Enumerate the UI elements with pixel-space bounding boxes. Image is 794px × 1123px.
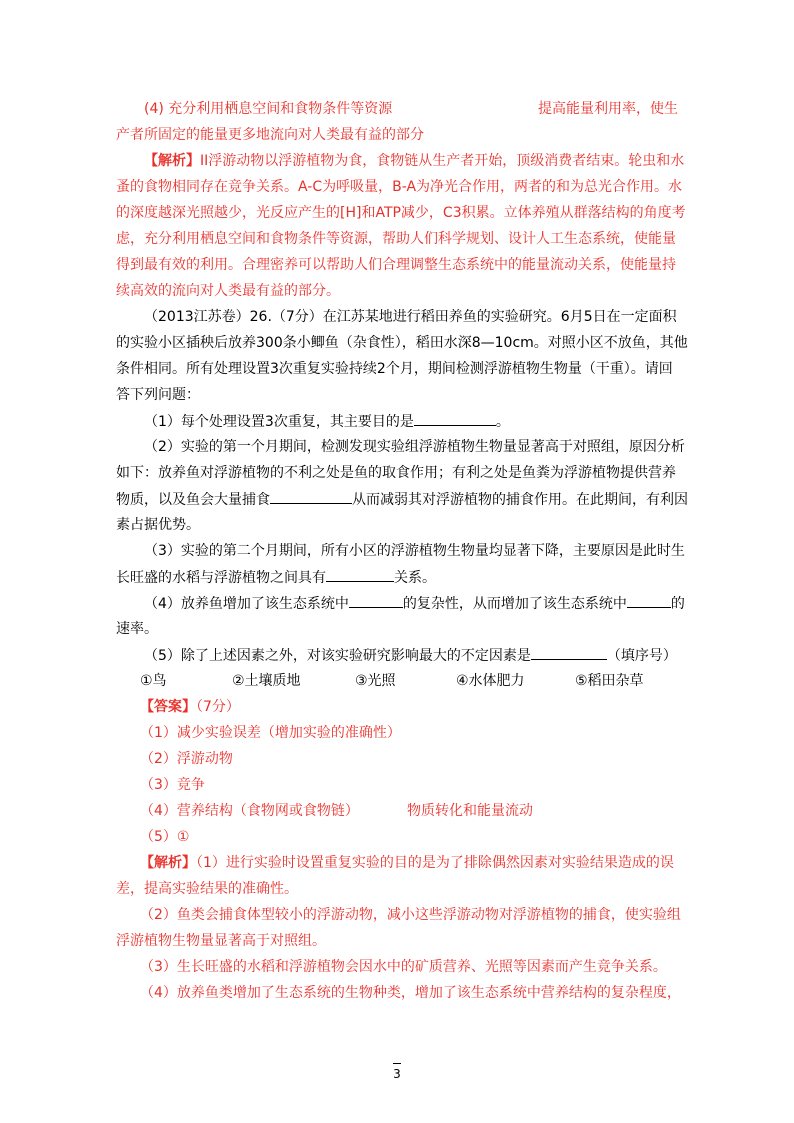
answer-tag: 【答案】 [140, 699, 196, 715]
analysis-tag: 【解析】 [140, 855, 196, 871]
question-5-end: （填序号） [606, 648, 677, 664]
prev-answer-4-part-b: 提高能量利用率，使生 [538, 101, 678, 117]
question-2-text-b: 从而减弱其对浮游植物的捕食作用。在此期间，有利因 [352, 492, 688, 508]
answer-2: （2）浮游动物 [140, 751, 233, 767]
question-2-line-4: 素占据优势。 [116, 517, 200, 533]
answer-3: （3）竞争 [140, 777, 205, 793]
option-3: ③光照 [355, 673, 396, 689]
prev-analysis-line-6: 续高效的流向对人类最有益的部分。 [116, 283, 340, 299]
question-4-text-a: （4）放养鱼增加了该生态系统中 [144, 596, 349, 612]
page-number [0, 1063, 794, 1082]
question-5 [144, 645, 677, 666]
option-4: ④水体肥力 [456, 673, 525, 689]
page-number-text: 3 [393, 1067, 401, 1081]
question-5-text: （5）除了上述因素之外，对该实验研究影响最大的不定因素是 [144, 648, 531, 664]
question-intro-line-4: 答下列问题： [116, 387, 200, 403]
question-4-blank-1[interactable] [349, 593, 403, 608]
question-intro-line-3: 条件相同。所有处理设置3次重复实验持续2个月，期间检测浮游植物生物量（干重）。请回 [116, 361, 673, 377]
question-4-line-1 [144, 593, 685, 614]
prev-answer-4-continued: 产者所固定的能量更多地流向对人类最有益的部分 [116, 127, 424, 143]
question-2-line-3 [116, 489, 688, 510]
question-3-blank[interactable] [326, 567, 394, 582]
question-4-text-c: 的 [670, 596, 685, 612]
question-1-text: （1）每个处理设置3次重复，其主要目的是 [144, 414, 414, 430]
question-5-blank[interactable] [531, 645, 607, 660]
analysis-line-1 [140, 853, 674, 873]
answer-5: （5）① [140, 829, 190, 845]
analysis-line-6: （4）放养鱼类增加了生态系统的生物种类，增加了该生态系统中营养结构的复杂程度， [140, 985, 681, 1001]
analysis-line-5: （3）生长旺盛的水稻和浮游植物会因水中的矿质营养、光照等因素而产生竞争关系。 [140, 959, 667, 975]
analysis-line-2: 差，提高实验结果的准确性。 [116, 881, 298, 897]
analysis-text-1: （1）进行实验时设置重复实验的目的是为了排除偶然因素对实验结果造成的误 [196, 855, 674, 871]
prev-analysis-line-4: 虑，充分利用栖息空间和食物条件等资源，帮助人们科学规划、设计人工生态系统，使能量 [116, 231, 676, 247]
question-4-text-b: 的复杂性，从而增加了该生态系统中 [402, 596, 627, 612]
question-2-line-2: 如下：放养鱼对浮游植物的不利之处是鱼的取食作用；有利之处是鱼粪为浮游植物提供营养 [116, 465, 676, 481]
prev-analysis-tag: 【解析】 [144, 153, 200, 169]
prev-analysis-line-3: 的深度越深光照越少，光反应产生的[H]和ATP减少，C3积累。立体养殖从群落结构的角度考 [116, 205, 686, 221]
question-intro-line-1: （2013江苏卷）26.（7分）在江苏某地进行稻田养鱼的实验研究。6月5日在一定面积 [144, 309, 677, 325]
answer-4-part-a: （4）营养结构（食物网或食物链） [140, 803, 359, 819]
option-2: ②土壤质地 [232, 673, 301, 689]
question-3-text-a: 长旺盛的水稻与浮游植物之间具有 [116, 570, 326, 586]
analysis-line-3: （2）鱼类会捕食体型较小的浮游动物，减小这些浮游动物对浮游植物的捕食，使实验组 [140, 907, 681, 923]
analysis-line-4: 浮游植物生物量显著高于对照组。 [116, 933, 326, 949]
question-2-line-1: （2）实验的第一个月期间，检测发现实验组浮游植物生物量显著高于对照组，原因分析 [144, 439, 685, 455]
prev-analysis-line-2: 蚤的食物相同存在竞争关系。A-C为呼吸量，B-A为净光合作用，两者的和为总光合作用。水 [116, 179, 683, 195]
answer-1: （1）减少实验误差（增加实验的准确性） [140, 725, 401, 741]
question-2-blank[interactable] [270, 489, 352, 504]
answer-header [140, 697, 240, 717]
option-1: ①鸟 [140, 673, 167, 689]
question-3-line-1: （3）实验的第二个月期间，所有小区的浮游植物生物量均显著下降，主要原因是此时生 [144, 543, 685, 559]
question-3-line-2 [116, 567, 436, 588]
question-2-text-a: 物质，以及鱼会大量捕食 [116, 492, 270, 508]
question-1-end: 。 [495, 414, 510, 430]
question-4-line-2: 速率。 [116, 621, 158, 637]
question-1-blank[interactable] [414, 411, 496, 426]
prev-answer-4-part-a: (4) 充分利用栖息空间和食物条件等资源 [144, 101, 393, 117]
prev-analysis-line-5: 得到最有效的利用。合理密养可以帮助人们合理调整生态系统中的能量流动关系，使能量持 [116, 257, 676, 273]
prev-answer-4 [144, 99, 392, 119]
question-intro-line-2: 的实验小区插秧后放养300条小鲫鱼（杂食性），稻田水深8—10cm。对照小区不放鱼，其他 [116, 335, 688, 351]
page-number-bar [393, 1063, 401, 1064]
question-3-text-b: 关系。 [394, 570, 436, 586]
prev-analysis-text-1: II浮游动物以浮游植物为食，食物链从生产者开始，顶级消费者结束。轮虫和水 [200, 153, 685, 169]
answer-4-part-b: 物质转化和能量流动 [407, 803, 533, 819]
prev-analysis-line-1 [144, 151, 684, 171]
question-4-blank-2[interactable] [627, 593, 671, 608]
question-1 [144, 411, 510, 432]
answer-score: （7分） [196, 699, 240, 715]
option-5: ⑤稻田杂草 [575, 673, 644, 689]
